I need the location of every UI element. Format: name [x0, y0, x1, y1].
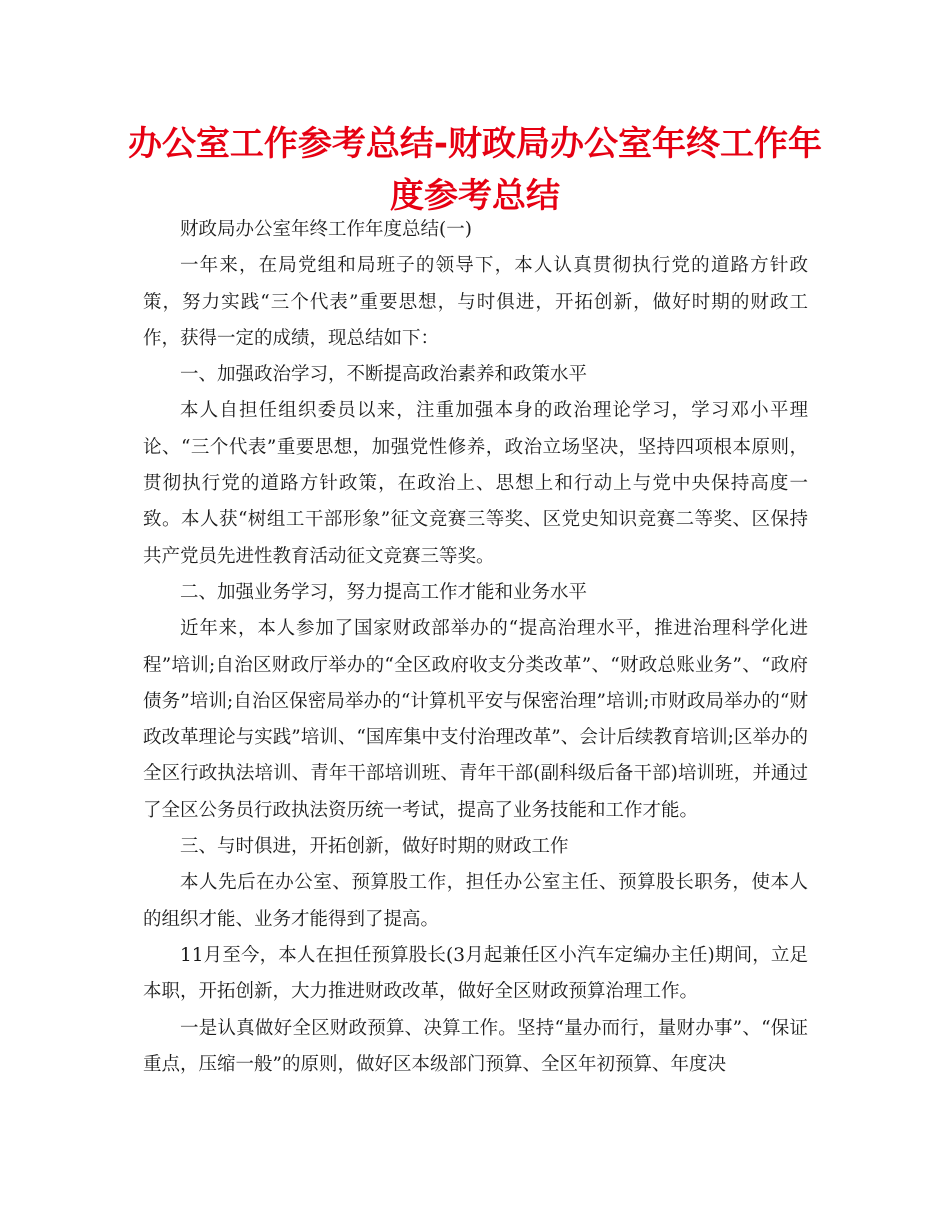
paragraph: 本人先后在办公室、预算股工作，担任办公室主任、预算股长职务，使本人的组织才能、业务才能得到了提高。	[143, 872, 808, 930]
paragraph: 一是认真做好全区财政预算、决算工作。坚持“量办而行，量财办事”、“保证重点，压缩一般”的原则，做好区本级部门预算、全区年初预算、年度决	[143, 1017, 808, 1075]
section-heading: 三、与时俱进，开拓创新，做好时期的财政工作	[180, 836, 569, 858]
document-body	[143, 212, 808, 1083]
document-title: 办公室工作参考总结-财政局办公室年终工作年度参考总结	[127, 124, 823, 216]
document-subtitle: 财政局办公室年终工作年度总结(一)	[180, 219, 472, 240]
section-heading: 二、加强业务学习，努力提高工作才能和业务水平	[180, 581, 588, 603]
paragraph: 一年来，在局党组和局班子的领导下，本人认真贯彻执行党的道路方针政策，努力实践“三个代表”重要思想，与时俱进，开拓创新，做好时期的财政工作，获得一定的成绩，现总结如下：	[143, 255, 808, 349]
section-heading: 一、加强政治学习，不断提高政治素养和政策水平	[180, 364, 588, 386]
paragraph: 近年来，本人参加了国家财政部举办的“提高治理水平，推进治理科学化进程”培训;自治区财政厅举办的“全区政府收支分类改革”、“财政总账业务”、“政府债务”培训;自治区保密局举办的“计算机平安与保密治理”培训;市财政局举办的“财政改革理论与实践”培训、“国库集中支付治理改革”、会计后续教育培训;区举办的全区行政执法培训、青年干部培训班、青年干部(副科级后备干部)培训班，并通过了全区公务员行政执法资历统一考试，提高了业务技能和工作才能。	[143, 618, 808, 821]
paragraph: 11月至今，本人在担任预算股长(3月起兼任区小汽车定编办主任)期间，立足本职，开拓创新，大力推进财政改革，做好全区财政预算治理工作。	[143, 944, 808, 1003]
paragraph: 本人自担任组织委员以来，注重加强本身的政治理论学习，学习邓小平理论、“三个代表”重要思想，加强党性修养，政治立场坚决，坚持四项根本原则，贯彻执行党的道路方针政策，在政治上、思想上和行动上与党中央保持高度一致。本人获“树组工干部形象”征文竞赛三等奖、区党史知识竞赛二等奖、区保持共产党员先进性教育活动征文竞赛三等奖。	[143, 400, 808, 567]
